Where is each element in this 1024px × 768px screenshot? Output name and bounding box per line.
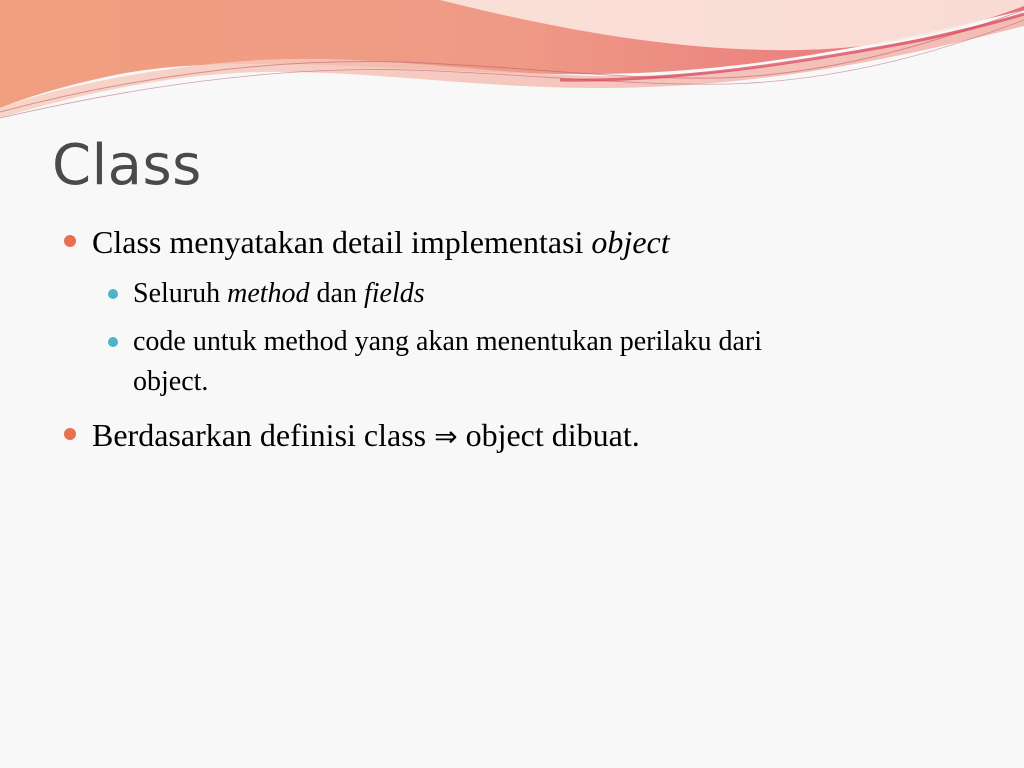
bullet-dot-icon [64, 428, 76, 440]
bullet-text: Berdasarkan definisi class ⇒ object dibuat. [92, 417, 640, 453]
sub-bullet-text-line2: object. [133, 366, 209, 397]
bullet-text: Class menyatakan detail implementasi object [92, 224, 670, 260]
sub-bullet-text-line1: code untuk method yang akan menentukan perilaku dari [133, 326, 763, 357]
sub-bullet-dot-icon [108, 289, 118, 299]
sub-bullet-text: Seluruh method dan fields [133, 278, 425, 309]
sub-bullet-dot-icon [108, 337, 118, 347]
header-wave-decoration [0, 0, 1024, 130]
slide-title: Class [52, 133, 202, 198]
implies-arrow-icon: ⇒ [434, 420, 458, 453]
bullet-dot-icon [64, 235, 76, 247]
